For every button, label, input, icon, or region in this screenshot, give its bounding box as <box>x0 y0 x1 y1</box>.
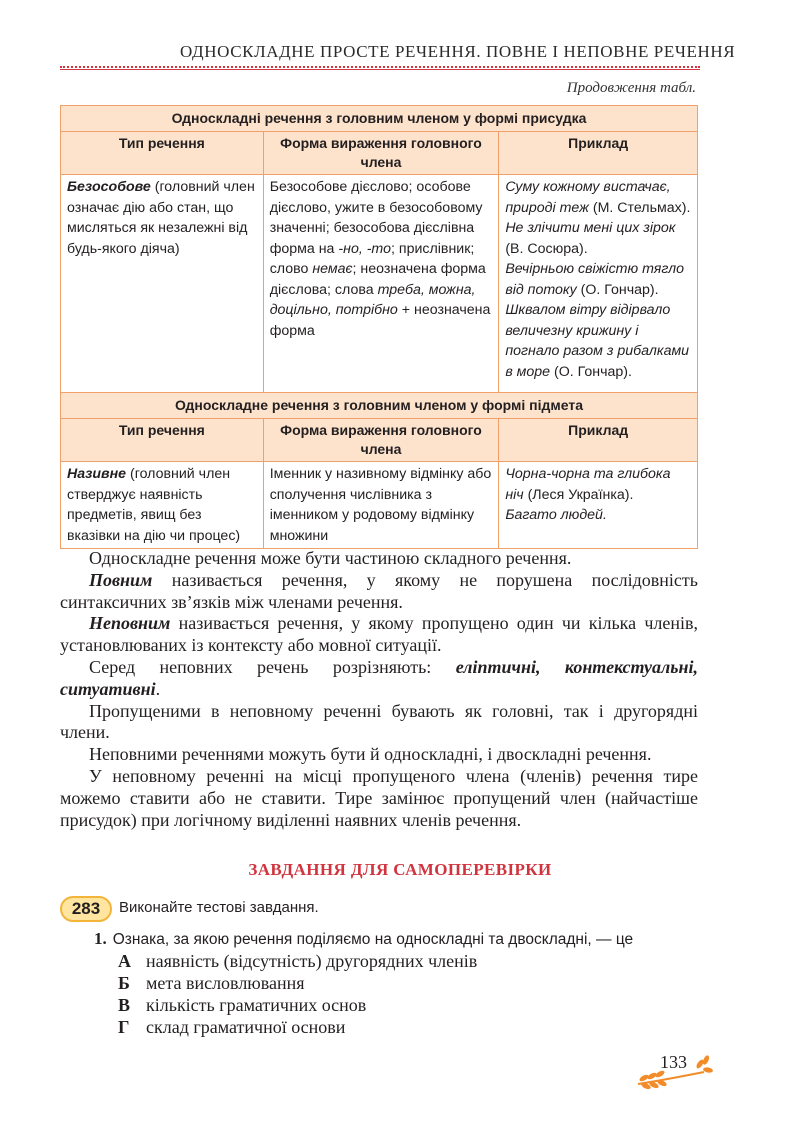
paragraph <box>60 570 698 614</box>
running-head: ОДНОСКЛАДНЕ ПРОСТЕ РЕЧЕННЯ. ПОВНЕ І НЕПОВНЕ РЕЧЕННЯ <box>180 42 736 61</box>
paragraph: Односкладне речення може бути частиною складного речення. <box>89 548 572 568</box>
sentence-types-table <box>60 105 698 549</box>
col-header-form: Форма вираження головного члена <box>263 419 499 462</box>
paragraph <box>60 613 698 657</box>
paragraph: Пропущеними в неповному реченні бувають як головні, так і другорядні члени. <box>60 700 698 743</box>
option-text: наявність (відсутність) другорядних членів <box>146 951 478 971</box>
theory-text <box>60 548 698 831</box>
example-text: Чорна-чорна та глибока ніч <box>505 466 671 503</box>
exercise-instruction: Виконайте тестові завдання. <box>119 899 319 916</box>
option-text: кількість граматичних основ <box>146 995 367 1015</box>
example-line <box>505 177 691 218</box>
paragraph-text: називається речення, у якому не порушена послідовність синтаксичних зв’язків між членами речення. <box>60 569 698 612</box>
example-text: Вечірньою свіжістю тягло від потоку <box>505 261 685 298</box>
section2-title: Односкладне речення з головним членом у формі підмета <box>61 393 698 419</box>
example-text: Шквалом вітру відірвало величезну крижину і погнало разом з рибалками в море <box>505 302 690 380</box>
row1-form-cell <box>263 175 499 393</box>
option-letter: А <box>118 951 131 971</box>
col-header-example: Приклад <box>499 419 698 462</box>
example-line <box>505 300 691 382</box>
row1-form-text: ; прислівник; слово <box>269 240 475 277</box>
row1-type-cell <box>61 175 264 393</box>
example-source: (М. Стельмах). <box>588 199 691 216</box>
header-rule <box>60 69 700 70</box>
row1-form-word: немає <box>312 261 353 277</box>
paragraph <box>60 657 698 701</box>
paragraph-text: називається речення, у якому пропущено один чи кілька членів, установлюваних із контексту або мовної ситуації. <box>60 613 698 656</box>
answer-option <box>118 951 477 972</box>
example-source: (Леся Українка). <box>523 486 634 503</box>
row2-type-cell <box>61 462 264 549</box>
example-source: (О. Гончар). <box>576 281 659 298</box>
row1-form-text: Безособове дієслово; особове дієслово, ужите в безособовому значенні; безособова дієслівна форма на <box>269 179 483 257</box>
question-text: Ознака, за якою речення поділяємо на односкладні та двоскладні, — це <box>112 931 634 948</box>
table-continuation-note: Продовження табл. <box>566 80 696 96</box>
col-header-type: Тип речення <box>61 419 264 462</box>
example-source: (О. Гончар). <box>550 363 632 380</box>
answer-option <box>118 973 305 994</box>
example-line <box>505 259 691 300</box>
row2-type-desc: (головний член стверджує наявність предметів, явищ без вказівки на дію чи процес) <box>67 466 241 544</box>
col-header-example: Приклад <box>499 132 698 175</box>
section1-title: Односкладні речення з головним членом у формі присудка <box>61 106 698 132</box>
incomplete-types-terms: еліптичні, контекстуальні, ситуативні <box>60 656 698 699</box>
option-letter: В <box>118 995 131 1015</box>
example-line <box>505 464 691 505</box>
table-section-header <box>61 106 698 132</box>
table-row <box>61 175 698 393</box>
table-column-headers <box>61 419 698 462</box>
row1-type-desc: (головний член означає дію або стан, що мисляться як незалежні від будь-якого діяча) <box>67 179 255 257</box>
option-text: склад граматичної основи <box>146 1017 346 1037</box>
header-dotted-rule <box>60 66 700 68</box>
example-text: Не злічити мені цих зірок <box>505 220 676 236</box>
question-number: 1. <box>94 929 107 948</box>
example-source: (В. Сосюра). <box>505 240 588 257</box>
option-text: мета висловлювання <box>146 973 305 993</box>
row1-form-words: треба, можна, доцільно, потрібно <box>269 281 476 318</box>
row1-form-text: + неозначена форма <box>269 302 491 339</box>
row2-example-cell <box>499 462 698 549</box>
example-line <box>505 218 691 259</box>
term-incomplete-sentence: Неповним <box>89 613 171 634</box>
example-line <box>505 505 691 526</box>
example-text: Суму кожному вистачає, природі теж <box>505 179 671 216</box>
paragraph: У неповному реченні на місці пропущеного члена (членів) речення тире можемо ставити або не ставити. Тире замінює пропущений член (найчастіше присудок) при логічному виділенні наявних членів речення. <box>60 765 698 830</box>
answer-option <box>118 1017 345 1038</box>
row1-example-cell <box>499 175 698 393</box>
row2-form-cell: Іменник у називному відмінку або сполучення числівника з іменником у родовому відмінку множини <box>263 462 499 549</box>
row1-form-text: ; неозначена форма дієслова; слова <box>269 261 486 298</box>
table-row <box>61 462 698 549</box>
table-section-header <box>61 393 698 419</box>
question-1 <box>94 929 633 949</box>
answer-option <box>118 995 366 1016</box>
paragraph-text: . <box>155 678 161 699</box>
row1-type-term: Безособове <box>67 179 151 195</box>
row2-type-term: Називне <box>67 466 127 482</box>
table-column-headers <box>61 132 698 175</box>
exercise-number-badge: 283 <box>60 896 112 922</box>
option-letter: Г <box>118 1017 130 1037</box>
col-header-type: Тип речення <box>61 132 264 175</box>
page-number: 133 <box>660 1052 687 1072</box>
term-full-sentence: Повним <box>89 569 153 590</box>
col-header-form: Форма вираження головного члена <box>263 132 499 175</box>
self-check-title: ЗАВДАННЯ ДЛЯ САМОПЕРЕВІРКИ <box>248 860 552 879</box>
option-letter: Б <box>118 973 130 993</box>
paragraph-text: Серед неповних речень розрізняють: <box>89 656 456 677</box>
row1-form-suffix: -но, -то <box>338 240 391 257</box>
example-text: Багато людей. <box>505 507 607 523</box>
paragraph: Неповними реченнями можуть бути й односкладні, і двоскладні речення. <box>89 744 652 765</box>
